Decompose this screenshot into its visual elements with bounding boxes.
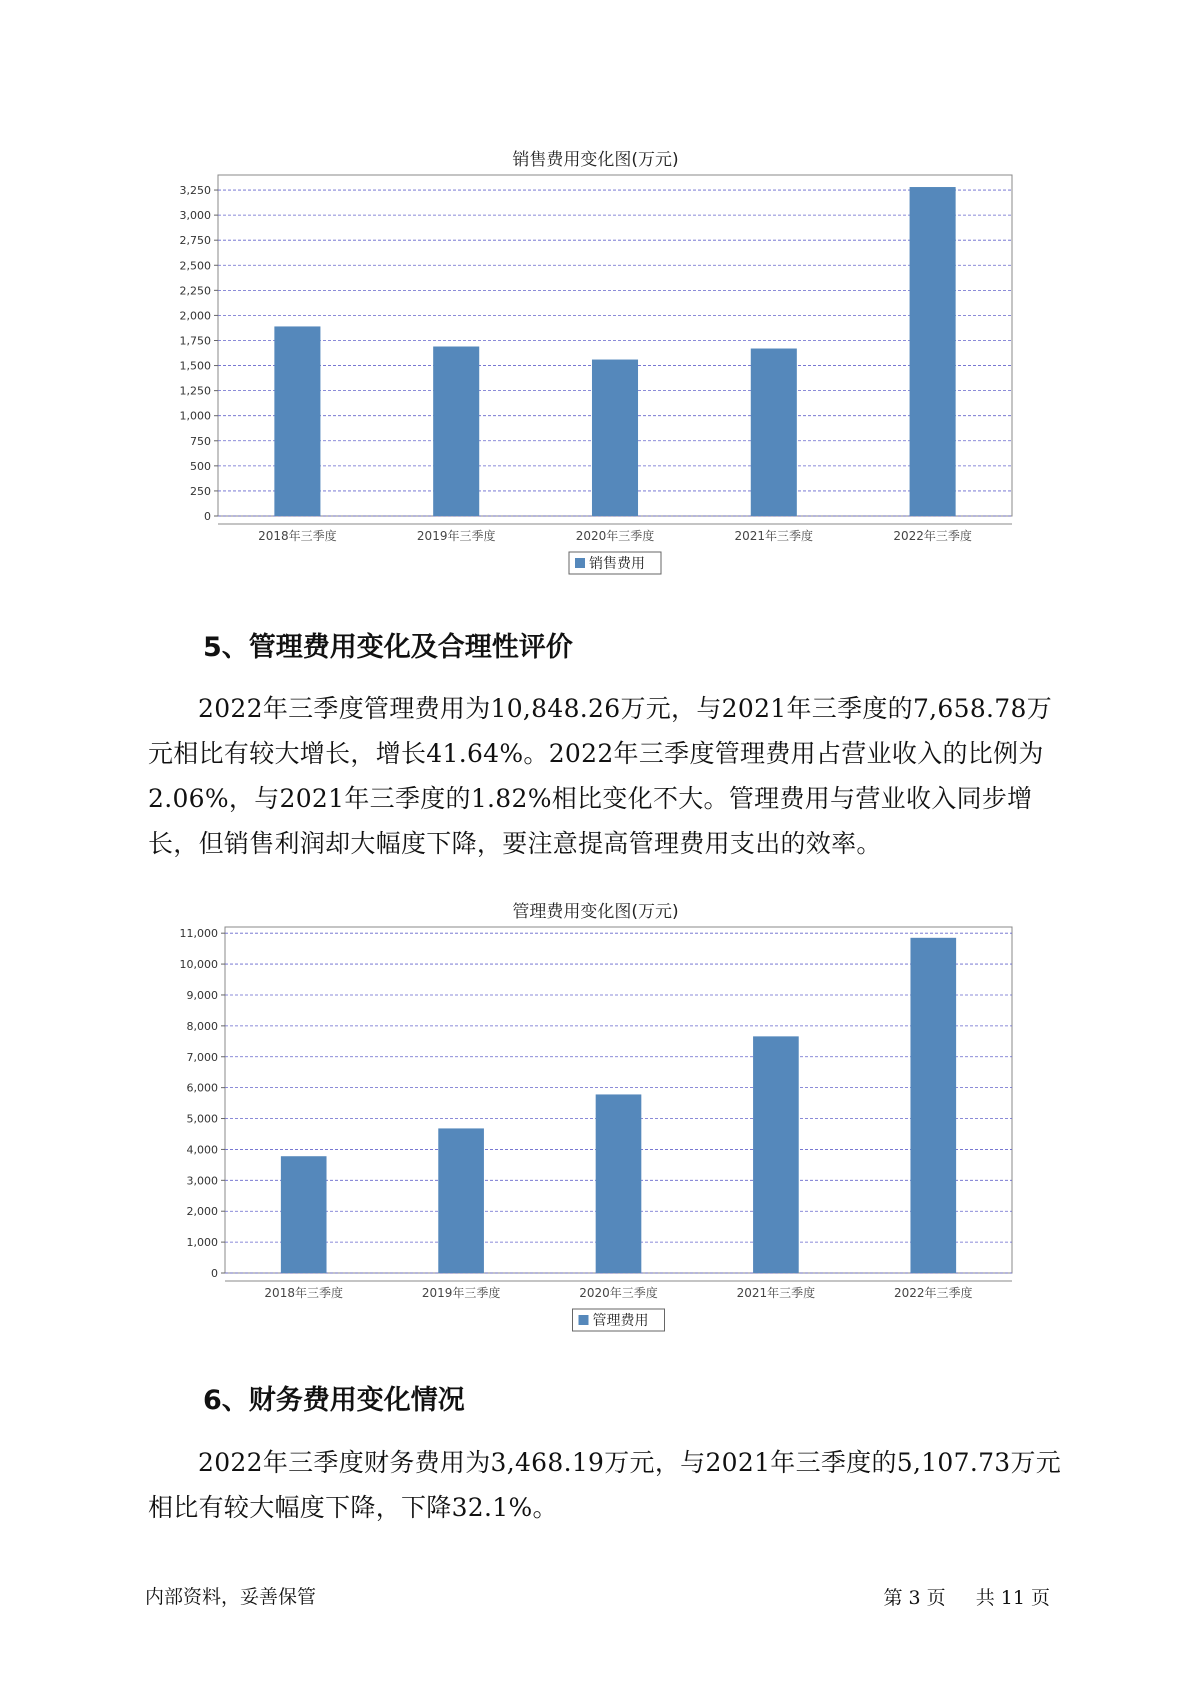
- y-tick-label: 2,500: [179, 259, 211, 273]
- x-tick-label: 2018年三季度: [264, 1286, 343, 1300]
- total-pages: 11: [1000, 1587, 1025, 1609]
- bar: [592, 360, 638, 516]
- y-tick-label: 7,000: [186, 1050, 218, 1064]
- chart-1-title: 销售费用变化图(万元): [512, 150, 679, 170]
- y-tick-label: 5,000: [186, 1112, 218, 1126]
- bar: [596, 1094, 642, 1273]
- chart-2-title: 管理费用变化图(万元): [512, 902, 679, 922]
- x-tick-label: 2022年三季度: [893, 529, 972, 543]
- bar: [753, 1036, 799, 1273]
- x-tick-label: 2020年三季度: [575, 529, 655, 543]
- footer-page-info: [880, 1583, 1053, 1610]
- y-tick-label: 1,750: [179, 334, 211, 348]
- section-6-heading: 6、财务费用变化情况: [203, 1385, 465, 1416]
- y-tick-label: 1,000: [186, 1236, 218, 1250]
- y-tick-label: 0: [211, 1267, 218, 1280]
- x-tick-label: 2018年三季度: [258, 529, 337, 543]
- page-label: 第: [883, 1587, 903, 1609]
- x-tick-label: 2020年三季度: [579, 1286, 658, 1300]
- x-tick-label: 2022年三季度: [894, 1286, 973, 1300]
- bar: [274, 326, 320, 516]
- admin-expense-chart: [0, 922, 1191, 1342]
- x-tick-label: 2021年三季度: [734, 529, 814, 543]
- section-5-heading: 5、管理费用变化及合理性评价: [203, 632, 573, 663]
- page-number: 3: [908, 1587, 921, 1609]
- y-tick-label: 250: [190, 484, 211, 498]
- total-unit: 页: [1030, 1587, 1050, 1609]
- y-tick-label: 1,250: [179, 384, 211, 398]
- y-tick-label: 2,750: [179, 234, 211, 248]
- y-tick-label: 3,000: [179, 209, 211, 223]
- footer-confidential-note: 内部资料，妥善保管: [145, 1586, 317, 1608]
- bar: [433, 347, 479, 516]
- y-tick-label: 4,000: [186, 1143, 218, 1157]
- total-label: 共: [975, 1587, 995, 1609]
- bar: [751, 349, 797, 516]
- legend-label: 管理费用: [592, 1313, 649, 1329]
- bar: [910, 187, 956, 516]
- y-tick-label: 6,000: [186, 1081, 218, 1095]
- legend-label: 销售费用: [589, 556, 645, 572]
- y-tick-label: 10,000: [179, 958, 218, 972]
- bar: [910, 938, 956, 1273]
- y-tick-label: 750: [190, 434, 211, 448]
- section-6-paragraph: 2022年三季度财务费用为3,468.19万元，与2021年三季度的5,107.73万元相比有较大幅度下降，下降32.1%。: [148, 1448, 1062, 1522]
- section-5-paragraph: 2022年三季度管理费用为10,848.26万元，与2021年三季度的7,658.78万元相比有较大增长，增长41.64%。2022年三季度管理费用占营业收入的比例为2.06%，与2021年三季度的1.82%相比变化不大。管理费用与营业收入同步增长，但销售利润却大幅度下降，要注意提高管理费用支出的效率。: [148, 694, 1053, 858]
- y-tick-label: 8,000: [186, 1019, 218, 1033]
- y-tick-label: 1,500: [179, 359, 211, 373]
- y-tick-label: 2,250: [179, 284, 211, 298]
- x-tick-label: 2019年三季度: [416, 529, 496, 543]
- y-tick-label: 9,000: [186, 988, 218, 1002]
- bar: [438, 1128, 484, 1273]
- page-unit: 页: [926, 1587, 946, 1609]
- x-tick-label: 2021年三季度: [736, 1286, 816, 1300]
- y-tick-label: 2,000: [179, 309, 211, 323]
- legend-swatch: [579, 1315, 589, 1325]
- bar: [281, 1156, 327, 1273]
- y-tick-label: 1,000: [179, 409, 211, 423]
- sales-expense-chart: [0, 170, 1191, 590]
- y-tick-label: 11,000: [179, 927, 218, 941]
- y-tick-label: 3,250: [179, 184, 211, 198]
- y-tick-label: 500: [190, 459, 211, 473]
- x-tick-label: 2019年三季度: [421, 1286, 501, 1300]
- y-tick-label: 0: [204, 510, 211, 523]
- legend-swatch: [575, 558, 585, 568]
- y-tick-label: 3,000: [186, 1174, 218, 1188]
- y-tick-label: 2,000: [186, 1205, 218, 1219]
